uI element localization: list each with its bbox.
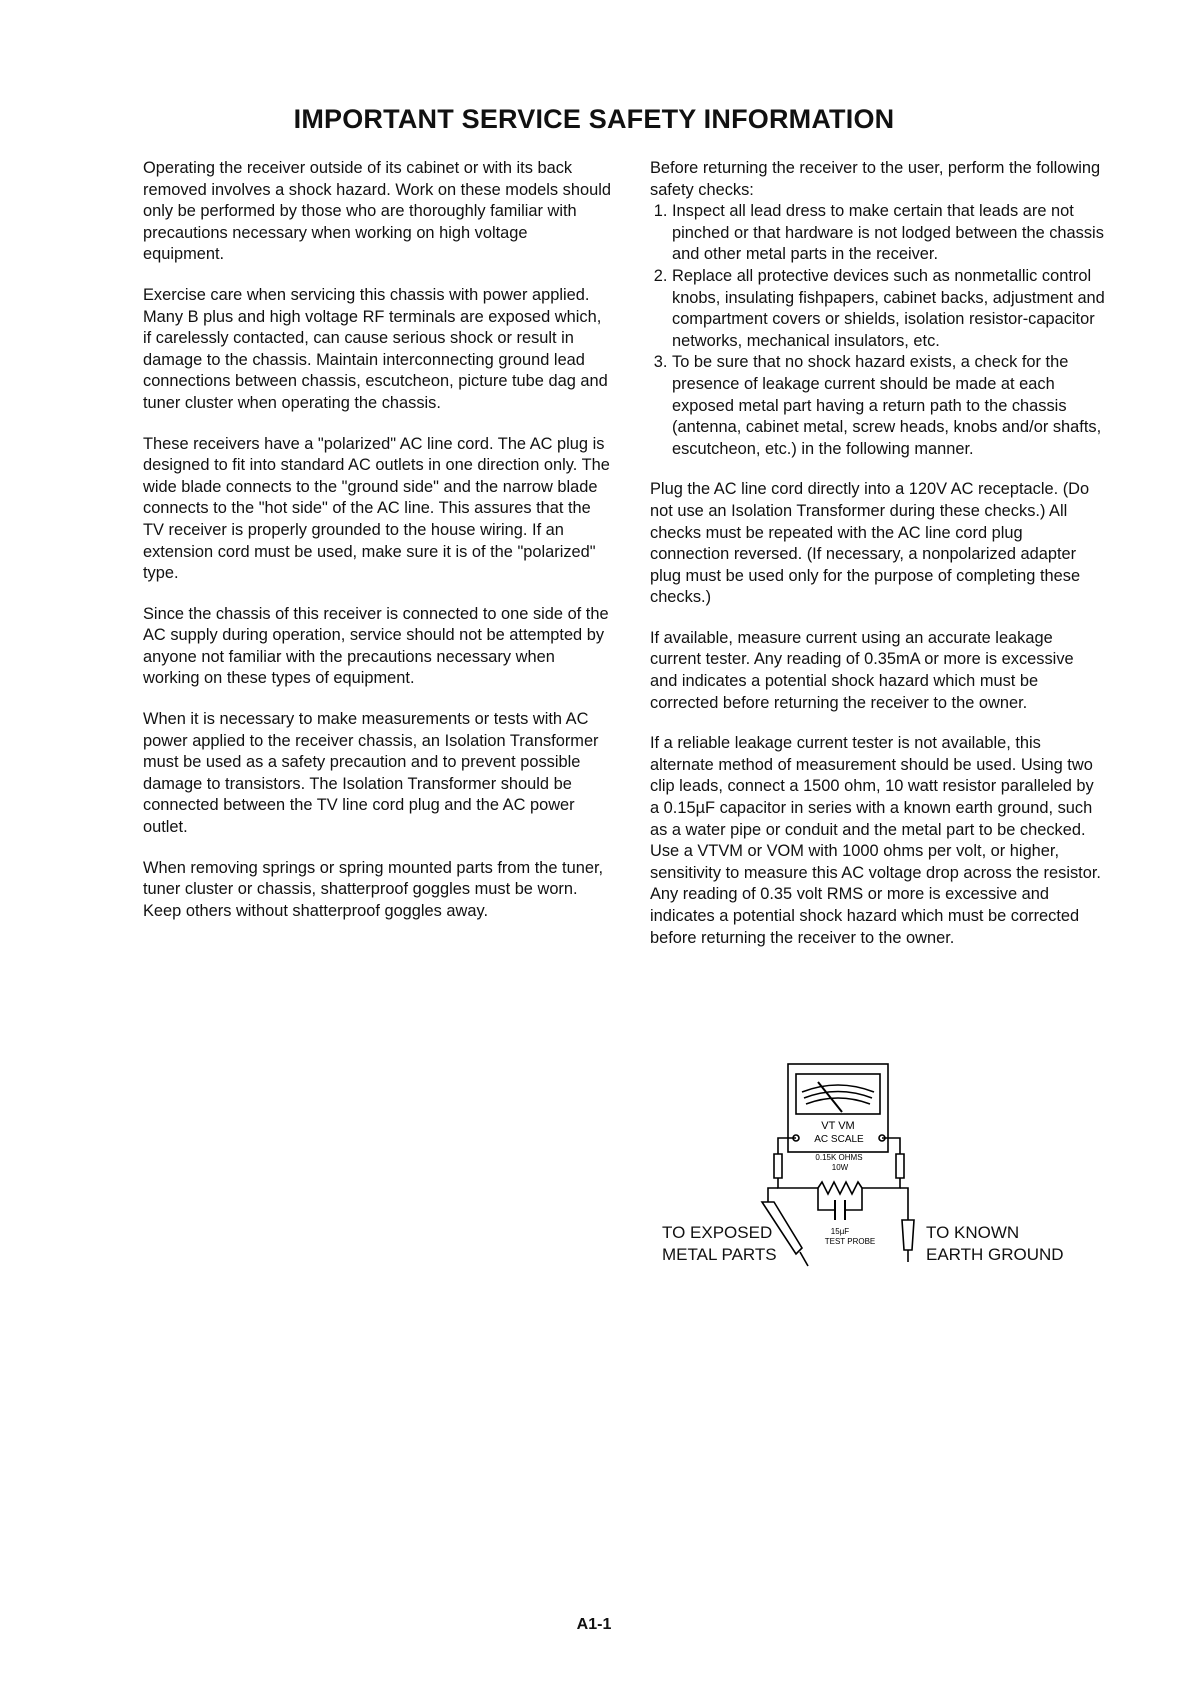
paragraph-chassis-connected: Since the chassis of this receiver is connected to one side of the AC supply during operation, service should not be attempted by anyone not familiar with the precautions necessary when working on these types of equipment.: [143, 604, 609, 688]
resistor-label: 0.15K OHMS: [815, 1153, 863, 1162]
paragraph-goggles: When removing springs or spring mounted parts from the tuner, tuner cluster or chassis, shatterproof goggles must be worn. Keep others without shatterproof goggles away.: [143, 858, 604, 920]
safety-checks-intro: Before returning the receiver to the user, perform the following safety checks:: [650, 159, 1101, 199]
safety-check-item: 1. Inspect all lead dress to make certain that leads are not pinched or that hardware is not lodged between the chassis and other metal parts in the receiver.: [672, 201, 1105, 266]
paragraph-plug-ac: Plug the AC line cord directly into a 120V AC receptacle. (Do not use an Isolation Transformer during these checks.) All checks must be repeated with the AC line cord plug connection reversed. (If necessary, a nonpolarized adapter plug must be used only for the purpose of completing these checks.): [650, 480, 1090, 607]
safety-check-item: 3. To be sure that no shock hazard exists, a check for the presence of leakage current should be made at each exposed metal part having a return path to the chassis (antenna, cabinet metal, screw heads, knobs and/or shafts, escutcheon, etc.) in the following manner.: [672, 352, 1105, 460]
right-column: [650, 158, 1105, 968]
safety-checks-list: [650, 201, 1105, 460]
label-metal-parts: METAL PARTS: [662, 1245, 777, 1264]
paragraph-alternate-method: If a reliable leakage current tester is not available, this alternate method of measurement should be used. Using two clip leads, connect a 1500 ohm, 10 watt resistor paralleled by a 0.15µF capacitor in series with a known earth ground, such as a water pipe or conduit and the metal part to be checked. Use a VTVM or VOM with 1000 ohms per volt, or higher, sensitivity to measure this AC voltage drop across the resistor. Any reading of 0.35 volt RMS or more is excessive and indicates a potential shock hazard which must be corrected before returning the receiver to the owner.: [650, 734, 1101, 947]
ground-clip: [902, 1220, 914, 1250]
label-to-exposed: TO EXPOSED: [662, 1223, 773, 1242]
page-number: A1-1: [576, 1616, 612, 1633]
probe-label: TEST PROBE: [824, 1237, 876, 1246]
watt-label: 10W: [831, 1163, 849, 1172]
paragraph-polarized-cord: These receivers have a "polarized" AC line cord. The AC plug is designed to fit into standard AC outlets in one direction only. The wide blade connects to the "ground side" and the narrow blade connects to the "hot side" of the AC line. This assures that the TV receiver is properly grounded to the house wiring. If an extension cord must be used, make sure it is of the "polarized" type.: [143, 434, 610, 583]
safety-check-item: 2. Replace all protective devices such as nonmetallic control knobs, insulating fishpapers, cabinet backs, adjustment and compartment covers or shields, isolation resistor-capacitor networks, mechanical insulators, etc.: [672, 266, 1105, 352]
page-title: IMPORTANT SERVICE SAFETY INFORMATION: [293, 104, 895, 134]
meter-label: VT VM: [821, 1120, 855, 1132]
left-column: [143, 158, 613, 941]
label-earth-ground: EARTH GROUND: [926, 1245, 1064, 1264]
meter-needle: [818, 1082, 842, 1112]
paragraph-leakage-tester: If available, measure current using an accurate leakage current tester. Any reading of 0.35mA or more is excessive and indicates a potential shock hazard which must be corrected before returning the receiver to the owner.: [650, 628, 1074, 712]
paragraph-shock-hazard: Operating the receiver outside of its cabinet or with its back removed involves a shock hazard. Work on these models should only be performed by those who are thoroughly familiar with precautions necessary when working on high voltage equipment.: [143, 159, 611, 264]
paragraph-exercise-care: Exercise care when servicing this chassis with power applied. Many B plus and high voltage RF terminals are exposed which, if carelessly contacted, can cause serious shock or result in damage to the chassis. Maintain interconnecting ground lead connections between chassis, escutcheon, picture tube dag and tuner cluster when operating the chassis.: [143, 285, 608, 412]
capacitor-label: 15µF: [830, 1227, 850, 1236]
label-to-known: TO KNOWN: [926, 1223, 1020, 1242]
scale-label: AC SCALE: [814, 1134, 864, 1145]
leakage-test-diagram: [650, 1062, 1100, 1282]
paragraph-isolation-transformer: When it is necessary to make measurements or tests with AC power applied to the receiver chassis, an Isolation Transformer must be used as a safety precaution and to prevent possible damage to transistors. The Isolation Transformer should be connected between the TV line cord plug and the AC power outlet.: [143, 710, 599, 837]
